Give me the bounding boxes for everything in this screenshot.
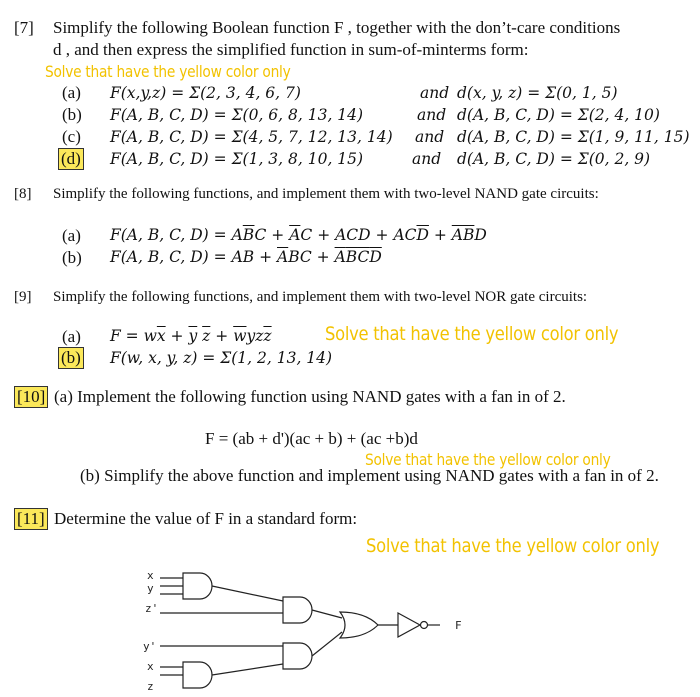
q10-number: [10]: [14, 386, 48, 408]
q7-part-b-f: F(A, B, C, D) = Σ(0, 6, 8, 13, 14): [110, 106, 364, 124]
q10-b-text: (b) Simplify the above function and implement using NAND gates with a fan in of 2.: [80, 466, 659, 485]
and-gate-bottom: [183, 662, 212, 688]
input-y-prime-bottom: y': [143, 640, 157, 653]
input-z-prime-top: z': [145, 602, 159, 615]
q7-part-b-label: (b): [62, 105, 82, 124]
q11-text: Determine the value of F in a standard form:: [54, 509, 358, 528]
wire-top-to-mid: [212, 586, 283, 601]
q8-a-term4-b: $\overline{D}$: [416, 226, 429, 244]
q8-number: [8]: [14, 186, 32, 202]
q7-part-a-f: F(x,y,z) = Σ(2, 3, 4, 6, 7): [110, 84, 301, 102]
q10-a-text: (a) Implement the following function using NAND gates with a fan in of 2.: [54, 387, 566, 406]
q7-number: [7]: [14, 18, 34, 37]
q8-a-term1-a: A: [231, 226, 243, 244]
q7-part-a-label: (a): [62, 83, 81, 102]
input-z-bottom: z: [147, 680, 154, 693]
q8-b-term3-d: $\overline{D}$: [369, 248, 382, 266]
inverter-bubble: [421, 622, 428, 629]
q8-a-label: (a): [62, 226, 81, 245]
q8-a-term2-a: $\overline{A}$: [289, 226, 301, 244]
q8-a-plus: +: [370, 226, 394, 244]
q7-part-b-d: d(A, B, C, D) = Σ(2, 4, 10): [457, 106, 660, 124]
q9-a-lhs: F = w: [110, 327, 157, 345]
q8-a-term5-b: $\overline{B}$: [462, 226, 475, 244]
q9-a-z: $\overline{z}$: [202, 327, 211, 345]
input-x-top: x: [147, 569, 154, 582]
q8-text: Simplify the following functions, and implement them with two-level NAND gate circuits:: [53, 186, 599, 202]
q9-text: Simplify the following functions, and implement them with two-level NOR gate circuits:: [53, 289, 588, 305]
q11-number: [11]: [14, 508, 48, 530]
wire-upper-to-or: [312, 610, 342, 618]
q8-b-term2-b: BC: [288, 248, 312, 266]
q7-part-c-label: (c): [62, 127, 81, 146]
q9-note: Solve that have the yellow color only: [325, 323, 619, 345]
q9-a-z2: $\overline{z}$: [263, 327, 272, 345]
q10-expression: F = (ab + d')(ac + b) + (ac +b)d: [205, 429, 418, 448]
q9-a-w: $\overline{w}$: [233, 327, 247, 345]
q7-part-c-f: F(A, B, C, D) = Σ(4, 5, 7, 12, 13, 14): [110, 128, 393, 146]
q8-b-term2-a: $\overline{A}$: [277, 248, 289, 266]
q7-text-line2: d , and then express the simplified function in sum-of-minterms form:: [53, 40, 529, 59]
q9-a-expression: $F = w\overline{x} + \overline{y}$ $\overline{z} + \overline{w}yz\overline{z}$: [110, 327, 272, 345]
q8-a-plus: +: [428, 226, 452, 244]
q8-b-lhs: F(A, B, C, D) = AB +: [110, 248, 277, 266]
q10-note: Solve that have the yellow color only: [365, 450, 611, 469]
q9-number: [9]: [14, 289, 32, 305]
q11-note: Solve that have the yellow color only: [366, 535, 660, 557]
q7-part-a-and: and: [420, 84, 450, 102]
inverter-triangle: [398, 613, 420, 637]
q8-b-term3-a: $\overline{A}$: [334, 248, 346, 266]
q9-a-yz: yz: [246, 327, 264, 345]
and-gate-upper-middle: [283, 597, 312, 623]
q7-part-d-f: F(A, B, C, D) = Σ(1, 3, 8, 10, 15): [110, 150, 364, 168]
q9-a-y: $\overline{y}$: [188, 327, 198, 345]
q9-a-x: $\overline{x}$: [156, 327, 166, 345]
wire-bottom-to-mid: [212, 664, 283, 675]
q8-a-term3: ACD: [335, 226, 371, 244]
output-f-label: F: [455, 619, 462, 632]
q8-b-label: (b): [62, 248, 82, 267]
or-gate: [340, 612, 378, 638]
and-gate-lower-middle: [283, 643, 312, 669]
q7-part-d-d: d(A, B, C, D) = Σ(0, 2, 9): [457, 150, 651, 168]
q8-a-term5-a: $\overline{A}$: [451, 226, 463, 244]
q9-b-label: (b): [58, 347, 84, 369]
input-y-top: y: [147, 582, 154, 595]
q8-b-term3-b: $\overline{B}$: [345, 248, 358, 266]
wire-lower-to-or: [312, 632, 342, 656]
q7-text-line1: Simplify the following Boolean function F , together with the don’t-care conditions: [53, 18, 621, 37]
input-x-bottom: x: [147, 660, 154, 673]
q9-b-f: F(w, x, y, z) = Σ(1, 2, 13, 14): [110, 349, 333, 367]
q8-a-term5-c: D: [474, 226, 487, 244]
q8-a-term4-a: AC: [393, 226, 417, 244]
q8-a-term1-c: C: [254, 226, 267, 244]
q7-part-a-d: d(x, y, z) = Σ(0, 1, 5): [457, 84, 618, 102]
q7-part-c-d: d(A, B, C, D) = Σ(1, 9, 11, 15): [457, 128, 690, 146]
q8-a-term1-b: $\overline{B}$: [242, 226, 255, 244]
q9-a-label: (a): [62, 327, 81, 346]
q7-part-d-label: (d): [58, 148, 84, 170]
q8-b-plus: +: [311, 248, 335, 266]
q7-part-c-and: and: [415, 128, 445, 146]
q7-part-d-and: and: [412, 150, 442, 168]
q8-a-plus: +: [312, 226, 336, 244]
q8-a-term2-b: C: [300, 226, 313, 244]
q7-note: Solve that have the yellow color only: [45, 62, 291, 81]
q7-part-b-and: and: [417, 106, 447, 124]
q8-b-term3-c: $\overline{C}$: [357, 248, 370, 266]
and-gate-top: [183, 573, 212, 599]
q8-a-lhs: F(A, B, C, D) =: [110, 226, 232, 244]
q8-a-plus: +: [266, 226, 290, 244]
